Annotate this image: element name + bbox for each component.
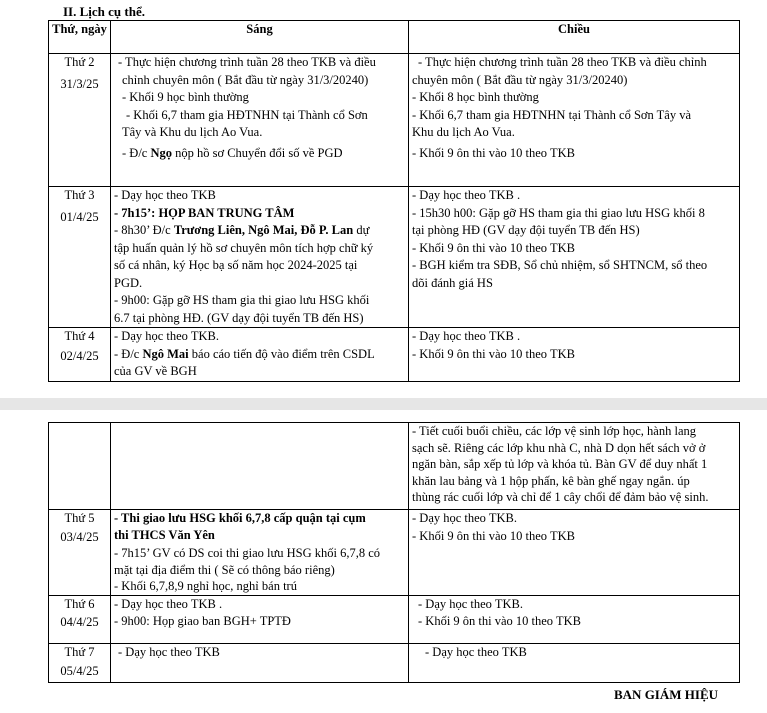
morning-cell xyxy=(111,423,409,510)
afternoon-line: - Khối 6,7 tham gia HĐTNHN tại Thành cổ Sơn Tây và xyxy=(412,107,692,122)
table-row xyxy=(49,643,740,682)
morning-line: PGD. xyxy=(114,275,143,290)
morning-line: - 9h00: Gặp gỡ HS tham gia thi giao lưu HSG khối xyxy=(114,293,370,307)
morning-line: của GV về BGH xyxy=(114,364,197,378)
morning-line: - Dạy học theo TKB xyxy=(114,188,216,202)
morning-line: 6.7 tại phòng HĐ. (GV dạy đội tuyển TB đến HS) xyxy=(114,310,364,325)
header-afternoon: Chiều xyxy=(409,21,740,54)
header-row xyxy=(49,21,740,54)
morning-line: chỉnh chuyên môn ( Bắt đầu từ ngày 31/3/20240) xyxy=(122,72,369,87)
day-name: Thứ 6 xyxy=(64,596,95,611)
morning-line: - Thực hiện chương trình tuần 28 theo TKB và điều xyxy=(118,55,376,69)
afternoon-line: - Tiết cuối buổi chiều, các lớp vệ sinh lớp học, hành lang xyxy=(412,424,697,438)
afternoon-line: - Khối 9 ôn thi vào 10 theo TKB xyxy=(412,240,575,255)
morning-line: - Khối 6,7 tham gia HĐTNHN tại Thành cổ Sơn xyxy=(126,107,368,122)
table-row xyxy=(49,54,740,187)
afternoon-line: sạch sẽ. Riêng các lớp khu nhà C, nhà D dọn hết sách vở ở xyxy=(412,440,706,455)
afternoon-cell xyxy=(409,328,740,382)
signature-title: BAN GIÁM HIỆU xyxy=(614,687,719,702)
schedule-table-part-2 xyxy=(48,422,740,683)
afternoon-line: ngăn bàn, sắp xếp tủ lớp và khóa tủ. Bàn GV để duy nhất 1 xyxy=(412,457,708,471)
afternoon-line: - Thực hiện chương trình tuần 28 theo TKB và điều chỉnh xyxy=(418,55,707,69)
afternoon-line: - Dạy học theo TKB . xyxy=(412,188,521,202)
table-row xyxy=(49,328,740,382)
morning-line: - Khối 9 học bình thường xyxy=(122,90,249,104)
afternoon-line: khăn lau bảng và 1 hộp phấn, kê bàn ghế ngay ngắn. úp xyxy=(412,473,690,488)
afternoon-cell xyxy=(409,54,740,187)
day-cell xyxy=(49,423,111,510)
afternoon-line: - Khối 9 ôn thi vào 10 theo TKB xyxy=(412,346,575,361)
morning-line: số cá nhân, ký Học bạ số năm học 2024-2025 tại xyxy=(114,258,358,272)
afternoon-cell xyxy=(409,187,740,328)
schedule-table-part-1 xyxy=(48,20,740,382)
morning-line: - Thi giao lưu HSG khối 6,7,8 cấp quận tại cụm xyxy=(114,511,366,525)
day-date: 01/4/25 xyxy=(60,209,99,224)
day-name: Thứ 3 xyxy=(64,188,95,202)
table-row xyxy=(49,423,740,510)
afternoon-line: thùng rác cuối lớp và chỉ để 1 cây chổi để đảm bảo vệ sinh. xyxy=(412,490,709,504)
morning-line: - Dạy học theo TKB. xyxy=(114,329,219,343)
morning-line: - 8h30’ Đ/c Trương Liên, Ngô Mai, Đỗ P. Lan dự xyxy=(114,223,370,237)
morning-line: - Dạy học theo TKB xyxy=(118,644,220,659)
afternoon-line: dõi đánh giá HS xyxy=(412,275,493,290)
table-row xyxy=(49,187,740,328)
person-name: Ngọ xyxy=(150,145,172,160)
day-name: Thứ 7 xyxy=(64,644,95,659)
day-cell xyxy=(49,187,111,328)
day-cell xyxy=(49,595,111,643)
afternoon-line: - Dạy học theo TKB. xyxy=(412,511,517,525)
morning-cell xyxy=(111,328,409,382)
morning-line: mặt tại địa điểm thi ( Sẽ có thông báo riêng) xyxy=(114,562,335,577)
afternoon-line: - Dạy học theo TKB . xyxy=(412,329,521,343)
day-cell xyxy=(49,510,111,596)
afternoon-cell xyxy=(409,643,740,682)
day-date: 04/4/25 xyxy=(60,615,99,629)
morning-line: - Dạy học theo TKB . xyxy=(114,596,223,611)
morning-cell xyxy=(111,595,409,643)
day-cell xyxy=(49,328,111,382)
afternoon-cell xyxy=(409,595,740,643)
section-title: II. Lịch cụ thể. xyxy=(63,4,145,19)
table-row xyxy=(49,595,740,643)
day-name: Thứ 5 xyxy=(64,511,95,525)
afternoon-line: - 15h30 h00: Gặp gỡ HS tham gia thi giao lưu HSG khối 8 xyxy=(412,205,705,220)
morning-cell xyxy=(111,510,409,596)
afternoon-line: - Khối 9 ôn thi vào 10 theo TKB xyxy=(412,528,575,543)
morning-cell xyxy=(111,187,409,328)
morning-cell xyxy=(111,643,409,682)
person-name: Ngô Mai xyxy=(142,346,189,361)
afternoon-cell xyxy=(409,510,740,596)
afternoon-line: - BGH kiểm tra SĐB, Sổ chủ nhiệm, sổ SHTNCM, sổ theo xyxy=(412,258,708,272)
afternoon-line: chuyên môn ( Bắt đầu từ ngày 31/3/20240) xyxy=(412,72,628,87)
afternoon-line: tại phòng HĐ (GV dạy đội tuyển TB đến HS) xyxy=(412,223,640,237)
table-row xyxy=(49,510,740,596)
day-date: 31/3/25 xyxy=(60,76,99,91)
morning-line: - 7h15’ GV có DS coi thi giao lưu HSG khối 6,7,8 có xyxy=(114,546,381,560)
page-break xyxy=(0,398,767,410)
afternoon-line: - Dạy học theo TKB xyxy=(425,644,527,659)
morning-cell xyxy=(111,54,409,187)
day-date: 02/4/25 xyxy=(60,348,99,363)
header-morning: Sáng xyxy=(111,21,409,54)
morning-line: - Khối 6,7,8,9 nghỉ học, nghỉ bán trú xyxy=(114,579,297,593)
day-cell xyxy=(49,54,111,187)
morning-line: tập huấn quản lý hồ sơ chuyên môn tích hợp chữ ký xyxy=(114,240,374,255)
morning-line: Tây và Khu du lịch Ao Vua. xyxy=(122,125,263,139)
morning-line: - 9h00: Họp giao ban BGH+ TPTĐ xyxy=(114,614,291,628)
morning-line: thi THCS Văn Yên xyxy=(114,527,215,542)
day-name: Thứ 4 xyxy=(64,329,95,343)
day-date: 03/4/25 xyxy=(60,529,99,544)
afternoon-cell xyxy=(409,423,740,510)
afternoon-line: - Dạy học theo TKB. xyxy=(418,596,523,611)
afternoon-line: - Khối 8 học bình thường xyxy=(412,90,539,104)
afternoon-line: Khu du lịch Ao Vua. xyxy=(412,125,515,139)
afternoon-line: - Khối 9 ôn thi vào 10 theo TKB xyxy=(418,614,581,628)
day-date: 05/4/25 xyxy=(60,664,99,678)
header-day: Thứ, ngày xyxy=(49,21,111,54)
day-cell xyxy=(49,643,111,682)
person-name: Trương Liên, Ngô Mai, Đỗ P. Lan xyxy=(173,223,354,237)
document-page-2 xyxy=(0,410,767,713)
morning-line: - Đ/c Ngọ nộp hồ sơ Chuyển đổi số về PGD xyxy=(122,145,343,160)
morning-line: - Đ/c Ngô Mai báo cáo tiến độ vào điểm trên CSDL xyxy=(114,346,375,361)
morning-line: - 7h15’: HỌP BAN TRUNG TÂM xyxy=(114,205,295,220)
day-name: Thứ 2 xyxy=(64,55,95,69)
afternoon-line: - Khối 9 ôn thi vào 10 theo TKB xyxy=(412,145,575,160)
